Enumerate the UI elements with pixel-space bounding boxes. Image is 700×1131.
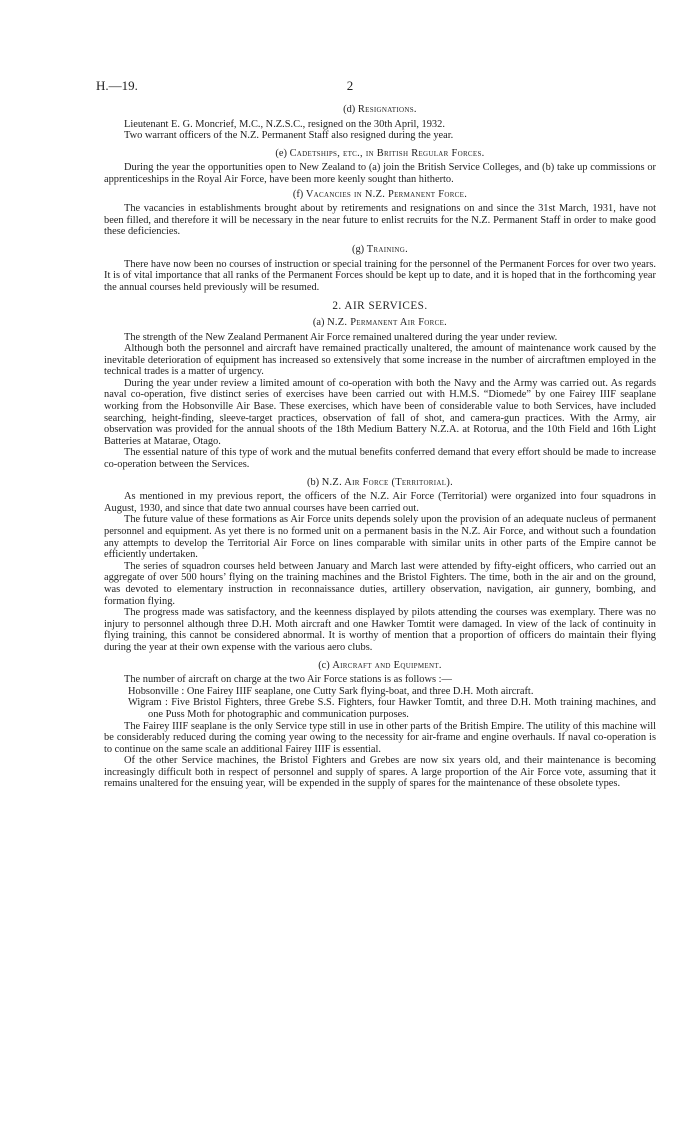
- paragraph: Two warrant officers of the N.Z. Permanent Staff also resigned during the year.: [124, 130, 454, 142]
- paragraph: The Fairey IIIF seaplane is the only Service type still in use in other parts of the British Empire. The utility of this machine will be considerably reduced during the coming year owing to the necessity for air-frame and engine overhauls. If naval co-operation is to continue on the same scale an additional Fairey IIIF is essential.: [104, 720, 656, 755]
- heading-letter: (e): [275, 147, 287, 159]
- heading-letter: (g): [352, 243, 365, 255]
- section-heading-training: [104, 244, 656, 256]
- paragraph: The series of squadron courses held between January and March last were attended by fifty-eight officers, who carried out an aggregate of over 500 hours’ flying on the training machines and the Bristol Fighters. The time, both in the air and on the ground, was devoted to elementary instruction in reconnaissance duties, artillery observation, navigation, air gunnery, bombing, and formation flying.: [104, 560, 656, 607]
- paragraph: During the year under review a limited amount of co-operation with both the Navy and the Army was carried out. As regards naval co-operation, five distinct series of exercises have been carried out with H.M.S. “Diomede” by one Fairey IIIF seaplane working from the Hobsonville Air Base. These exercises, which have been of considerable value to both Services, have included searching, height-finding, sleeve-target practices, observation of fall of shot, and camera-gun practices. With the Army, air observation was provided for the annual shoots of the 18th Medium Battery N.Z.A. at Rotorua, and the 10th Field and 16th Light Batteries at Matarae, Otago.: [104, 377, 656, 447]
- page-header: [96, 80, 604, 94]
- heading-text: Aircraft and Equipment.: [332, 659, 442, 671]
- heading-text: Vacancies in N.Z. Permanent Force.: [305, 188, 468, 200]
- paragraph: The progress made was satisfactory, and the keenness displayed by pilots attending the courses was exemplary. There was no injury to personnel although three D.H. Moth aircraft and one Hawker Tomtit were damaged. In view of the lack of continuity in flying training, this cannot be considered abnormal. It is worthy of mention that a proportion of officers do maintain their flying during the year at their own expense with the various aero clubs.: [104, 607, 656, 653]
- paragraph: There have now been no courses of instruction or special training for the personnel of the Permanent Forces for over two years. It is of vital importance that all ranks of the Permanent Forces should be kept up to date, and it is hoped that in the forthcoming year the annual courses held previously will be resumed.: [104, 258, 656, 293]
- paragraph: Although both the personnel and aircraft have remained practically unaltered, the amount of maintenance work caused by the inevitable deterioration of equipment has increased so extensively that some increase in the number of aircraftmen employed in the technical trades is a matter of urgency.: [104, 343, 656, 378]
- paragraph: The number of aircraft on charge at the two Air Force stations is as follows :—: [124, 674, 452, 686]
- station-list-item: Hobsonville : One Fairey IIIF seaplane, one Cutty Sark flying-boat, and three D.H. Moth aircraft.: [128, 685, 534, 697]
- paragraph: As mentioned in my previous report, the officers of the N.Z. Air Force (Territorial) were organized into four squadrons in August, 1930, and since that date two annual courses have been carried out.: [104, 491, 656, 514]
- document-reference: H.—19.: [96, 78, 138, 93]
- section-heading-territorial: [104, 477, 656, 489]
- heading-letter: (c): [318, 659, 330, 671]
- heading-letter: (d): [343, 104, 356, 115]
- heading-text: N.Z. Permanent Air Force.: [327, 316, 448, 328]
- section-heading-aircraft: [104, 660, 656, 672]
- heading-text: Training.: [366, 243, 408, 255]
- section-heading-resignations: [104, 104, 656, 116]
- page-body: [104, 104, 656, 790]
- section-heading-vacancies: [104, 189, 656, 201]
- paragraph: Lieutenant E. G. Moncrief, M.C., N.Z.S.C., resigned on the 30th April, 1932.: [124, 118, 445, 130]
- heading-letter: (b): [307, 476, 320, 488]
- heading-letter: (f): [292, 188, 304, 200]
- paragraph: During the year the opportunities open to New Zealand to (a) join the British Service Colleges, and (b) take up commissions or apprenticeships in the Royal Air Force, have been more keenly sought than hitherto.: [104, 162, 656, 185]
- station-list-item: Wigram : Five Bristol Fighters, three Grebe S.S. Fighters, four Hawker Tomtit, and three D.H. Moth training machines, and one Puss Moth for photographic and communication purposes.: [128, 697, 656, 720]
- paragraph: The vacancies in establishments brought about by retirements and resignations on and since the 31st March, 1931, have not been filled, and therefore it will be necessary in the near future to enlist recruits for the N.Z. Permanent Staff in order to make good these deficiencies.: [104, 203, 656, 238]
- paragraph: The strength of the New Zealand Permanent Air Force remained unaltered during the year under review.: [124, 331, 558, 343]
- page-number: 2: [346, 78, 354, 93]
- paragraph: The essential nature of this type of work and the mutual benefits conferred demand that every effort should be made to increase co-operation between the Services.: [104, 447, 656, 471]
- heading-text: Resignations.: [357, 104, 417, 115]
- paragraph: The future value of these formations as Air Force units depends solely upon the provision of an adequate nucleus of permanent personnel and equipment. As yet there is no formed unit on a permanent basis in the N.Z. Air Force, and without such a foundation any attempts to develop the Territorial Air Force on lines comparable with similar units in other parts of the Empire cannot be efficiently undertaken.: [104, 514, 656, 561]
- heading-letter: (a): [312, 316, 325, 328]
- section-heading-cadetships: [104, 148, 656, 160]
- heading-text: Cadetships, etc., in British Regular Forces.: [289, 147, 485, 159]
- air-services-title: 2. AIR SERVICES.: [332, 300, 428, 313]
- heading-text: N.Z. Air Force (Territorial).: [321, 476, 453, 488]
- paragraph: Of the other Service machines, the Bristol Fighters and Grebes are now six years old, and their maintenance is becoming increasingly difficult both in respect of personnel and supply of spares. A large proportion of the Air Force vote, assuming that it remains unaltered for the ensuing year, will be expended in the supply of spares for the maintenance of these obsolete types.: [104, 755, 656, 790]
- section-heading-permanent-air-force: [104, 317, 656, 329]
